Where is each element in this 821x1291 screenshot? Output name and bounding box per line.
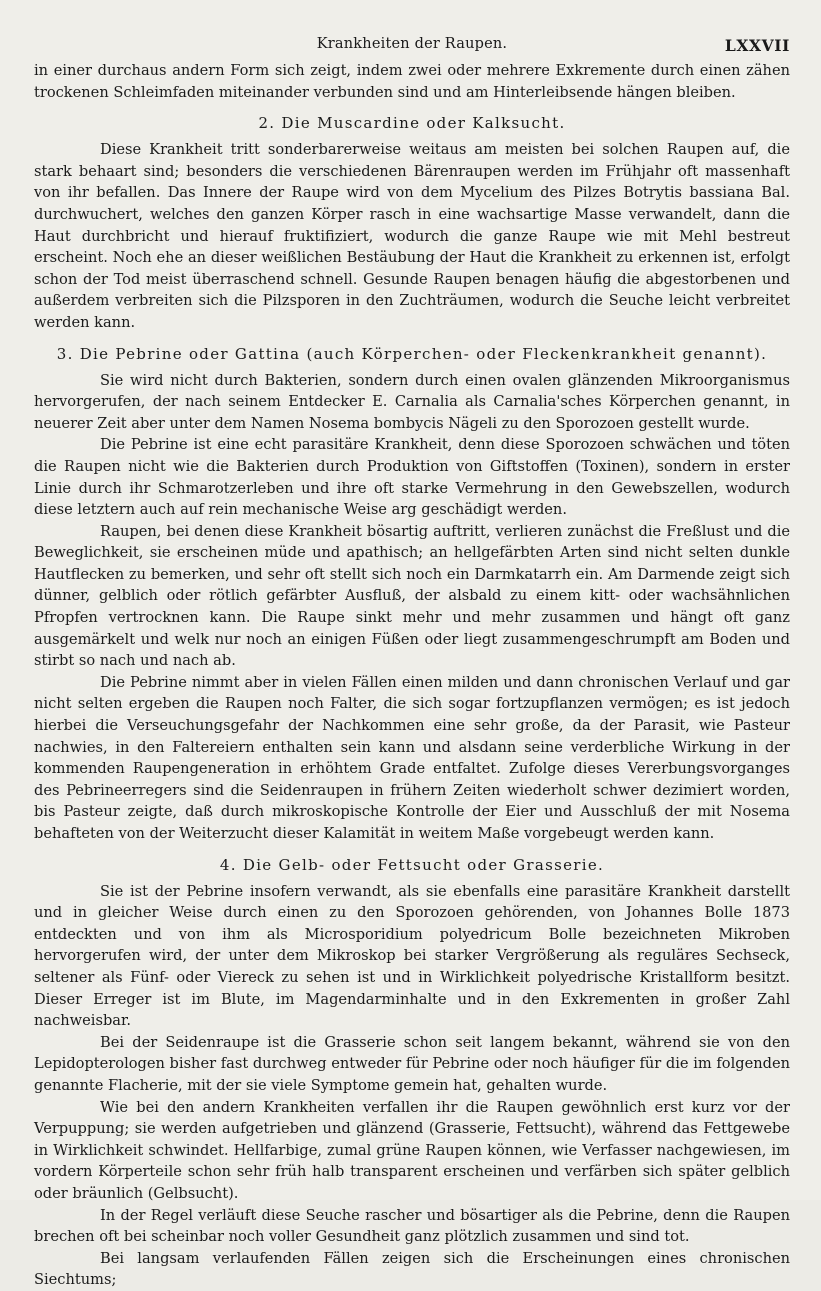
paragraph: Wie bei den andern Krankheiten verfallen ihr die Raupen gewöhnlich erst kurz vor der Verpuppung; sie werden aufgetrieben und glänzend (Grasserie, Fettsucht), während das Fettgewebe in Wirklichkeit schwindet. Hellfarbige, zumal grüne Raupen können, wie Verfasser nachgewiesen, im vordern Körperteile schon sehr früh halb transparent erscheinen und verfärben sich später gelblich oder bräunlich (Gelbsucht). (34, 1098, 790, 1202)
paragraph: Raupen, bei denen diese Krankheit bösartig auftritt, verlieren zunächst die Freßlust und die Beweglichkeit, sie erscheinen müde und apathisch; an hellgefärbten Arten sind nicht selten dunkle Hautflecken zu bemerken, und sehr oft stellt sich noch ein Darmkatarrh ein. Am Darmende zeigt sich dünner, gelblich oder rötlich gefärbter Ausfluß, der alsbald zu einem kitt- oder wachsähnlichen Pfropfen vertrocknen kann. Die Raupe sinkt mehr und mehr zusammen und hängt oft ganz ausgemärkelt und welk nur noch an einigen Füßen oder liegt zusammengeschrumpft am Boden und stirbt so nach und nach ab. (34, 522, 790, 670)
page-number: LXXVII (724, 36, 790, 55)
paragraph: Sie ist der Pebrine insofern verwandt, als sie ebenfalls eine parasitäre Krankheit darstellt und in gleicher Weise durch einen zu den Sporozoen gehörenden, von Johannes Bolle 1873 entdeckten und von ihm als Microsporidium polyedricum Bolle bezeichneten Mikroben hervorgerufen wird, der unter dem Mikroskop bei starker Vergrößerung als reguläres Sechseck, seltener als Fünf- oder Viereck zu sehen ist und in Wirklichkeit polyedrische Kristallform besitzt. Dieser Erreger ist im Blute, im Magendarminhalte und in den Exkrementen in großer Zahl nachweisbar. (34, 882, 790, 1030)
section-heading: 3. Die Pebrine oder Gattina (auch Körperchen- oder Fleckenkrankheit genannt). (56, 344, 768, 363)
paragraph: Die Pebrine ist eine echt parasitäre Krankheit, denn diese Sporozoen schwächen und töten die Raupen nicht wie die Bakterien durch Produktion von Giftstoffen (Toxinen), sondern in erster Linie durch ihr Schmarotzerleben und ihre oft starke Vermehrung in den Gewebszellen, wodurch diese letztern auch auf rein mechanische Weise arg geschädigt werden. (34, 436, 790, 519)
page-header (34, 36, 790, 58)
paragraph: Bei der Seidenraupe ist die Grasserie schon seit langem bekannt, während sie von den Lepidopterologen bisher fast durchweg entweder für Pebrine oder noch häufiger für die im folgenden genannte Flacherie, mit der sie viele Symptome gemein hat, gehalten wurde. (34, 1033, 790, 1094)
section-heading: 2. Die Muscardine oder Kalksucht. (258, 114, 566, 133)
section-heading: 4. Die Gelb- oder Fettsucht oder Grasserie. (219, 855, 605, 874)
paragraph: In der Regel verläuft diese Seuche rascher und bösartiger als die Pebrine, denn die Raupen brechen oft bei scheinbar noch voller Gesundheit ganz plötzlich zusammen und sind tot. (34, 1206, 790, 1246)
body-text (34, 60, 790, 1291)
paragraph: Sie wird nicht durch Bakterien, sondern durch einen ovalen glänzenden Mikroorganismus hervorgerufen, der nach seinem Entdecker E. Carnalia als Carnalia'sches Körperchen genannt, in neuerer Zeit aber unter dem Namen Nosema bombycis Nägeli zu den Sporozoen gestellt wurde. (34, 371, 790, 432)
paragraph: Diese Krankheit tritt sonderbarerweise weitaus am meisten bei solchen Raupen auf, die stark behaart sind; besonders die verschiedenen Bärenraupen werden im Frühjahr oft massenhaft von ihr befallen. Das Innere der Raupe wird von dem Mycelium des Pilzes Botrytis bassiana Bal. durchwuchert, welches den ganzen Körper rasch in eine wachsartige Masse verwandelt, dann die Haut durchbricht und hierauf fruktifiziert, wodurch die ganze Raupe wie mit Mehl bestreut erscheint. Noch ehe an dieser weißlichen Bestäubung der Haut die Krankheit zu erkennen ist, erfolgt schon der Tod meist überraschend schnell. Gesunde Raupen benagen häufig die abgestorbenen und außerdem verbreiten sich die Pilzsporen in den Zuchträumen, wodurch die Seuche leicht verbreitet werden kann. (34, 141, 790, 331)
running-title: Krankheiten der Raupen. (316, 36, 508, 52)
paragraph: Die Pebrine nimmt aber in vielen Fällen einen milden und dann chronischen Verlauf und gar nicht selten ergeben die Raupen noch Falter, die sich sogar fortzupflanzen vermögen; es ist jedoch hierbei die Verseuchungsgefahr der Nachkommen eine sehr große, da der Parasit, wie Pasteur nachwies, in den Faltereiern enthalten sein kann und alsdann seine verderbliche Wirkung in der kommenden Raupengeneration in erhöhtem Grade entfaltet. Zufolge dieses Vererbungsvorganges des Pebrineerregers sind die Seidenraupen in frühern Zeiten wiederholt schwer dezimiert worden, bis Pasteur zeigte, daß durch mikroskopische Kontrolle der Eier und Ausschluß der mit Nosema behafteten von der Weiterzucht dieser Kalamität in weitem Maße vorgebeugt werden kann. (34, 673, 790, 842)
paragraph: Bei langsam verlaufenden Fällen zeigen sich die Erscheinungen eines chronischen Siechtums; (34, 1249, 790, 1289)
paragraph: in einer durchaus andern Form sich zeigt, indem zwei oder mehrere Exkremente durch einen zähen trockenen Schleimfaden miteinander verbunden sind und am Hinterleibsende hängen bleiben. (34, 62, 790, 101)
